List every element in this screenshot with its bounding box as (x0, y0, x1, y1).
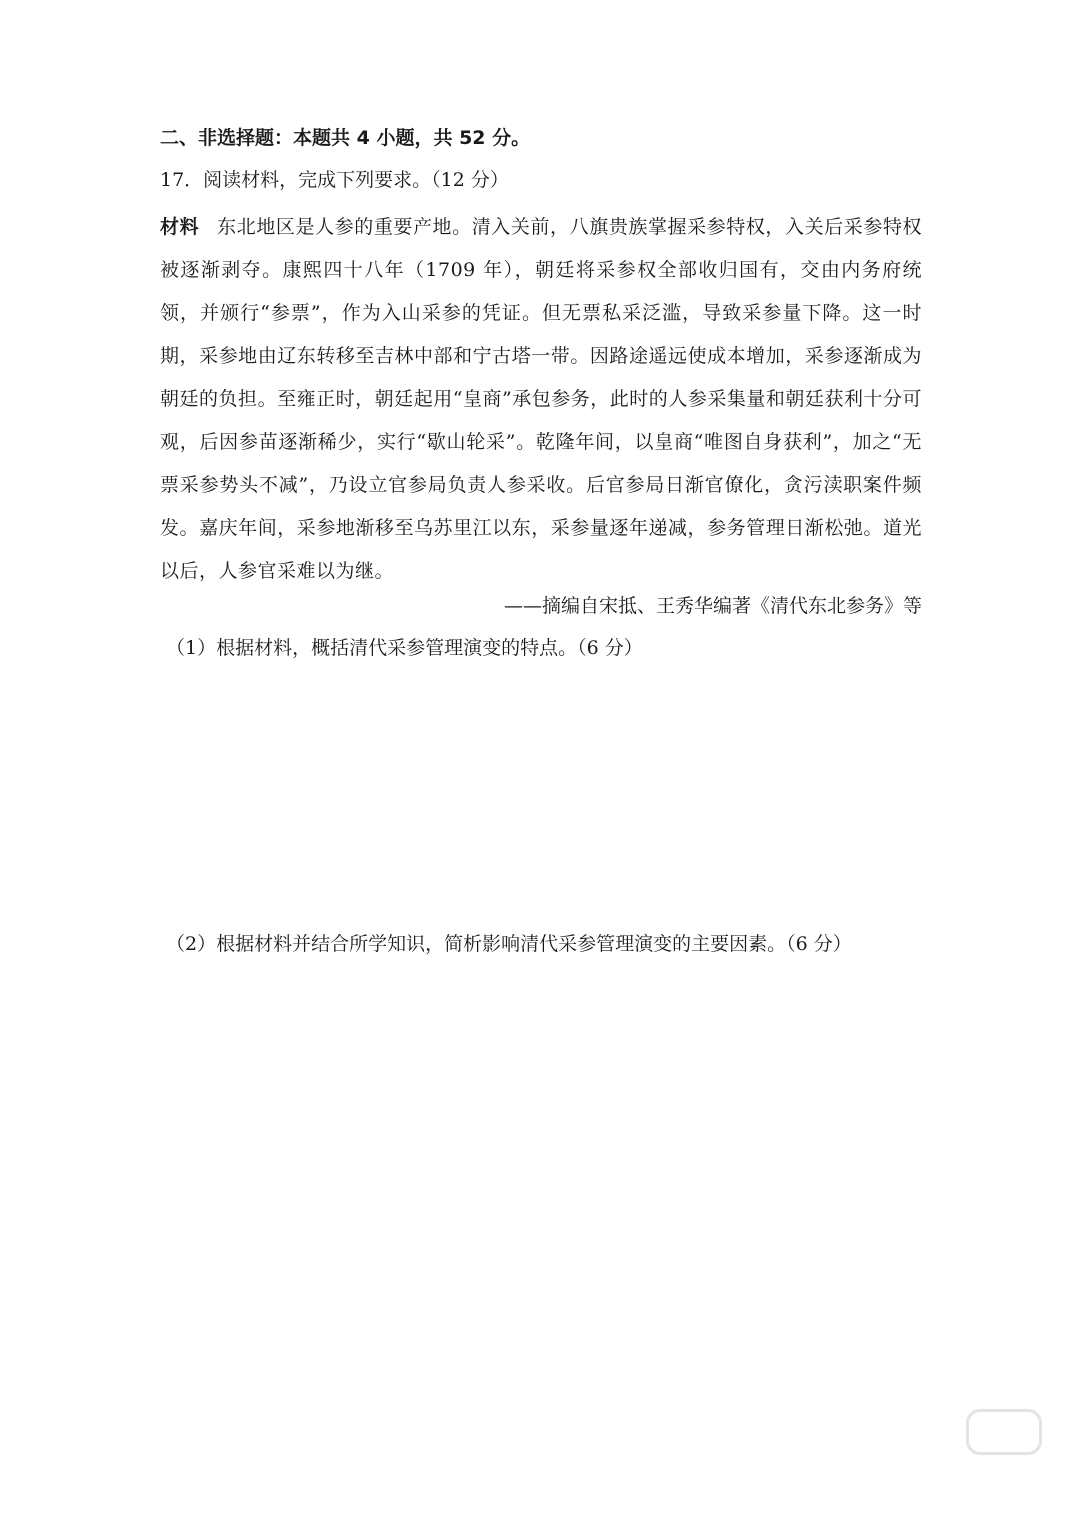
material-source: ——摘编自宋抵、王秀华编著《清代东北参务》等 (503, 595, 922, 617)
material-text: 东北地区是人参的重要产地。清入关前，八旗贵族掌握采参特权，入关后采参特权被逐渐剥夺。康熙四十八年（1709 年），朝廷将采参权全部收归国有，交由内务府统领，并颁行“参票”，作为入山采参的凭证。但无票私采泛滥，导致采参量下降。这一时期，采参地由辽东转移至吉林中部和宁古塔一带。因路途遥远使成本增加，采参逐渐成为朝廷的负担。至雍正时，朝廷起用“皇商”承包参务，此时的人参采集量和朝廷获利十分可观，后因参苗逐渐稀少，实行“歇山轮采”。乾隆年间，以皇商“唯图自身获利”，加之“无票采参势头不减”，乃设立官参局负责人参采收。后官参局日渐官僚化，贪污渎职案件频发。嘉庆年间，采参地渐移至乌苏里江以东，采参量逐年递减，参务管理日渐松弛。道光以后，人参官采难以为继。 (160, 216, 922, 582)
material-label: 材料 (160, 216, 200, 238)
watermark (818, 1409, 1054, 1501)
watermark-logo-icon (966, 1409, 1042, 1455)
question-title: 17．阅读材料，完成下列要求。（12 分） (160, 169, 509, 191)
material-paragraph (160, 206, 922, 593)
sub-question-1: （1）根据材料，概括清代采参管理演变的特点。（6 分） (166, 637, 643, 659)
sub-question-2: （2）根据材料并结合所学知识，简析影响清代采参管理演变的主要因素。（6 分） (166, 933, 852, 955)
section-heading: 二、非选择题：本题共 4 小题，共 52 分。 (160, 127, 531, 149)
